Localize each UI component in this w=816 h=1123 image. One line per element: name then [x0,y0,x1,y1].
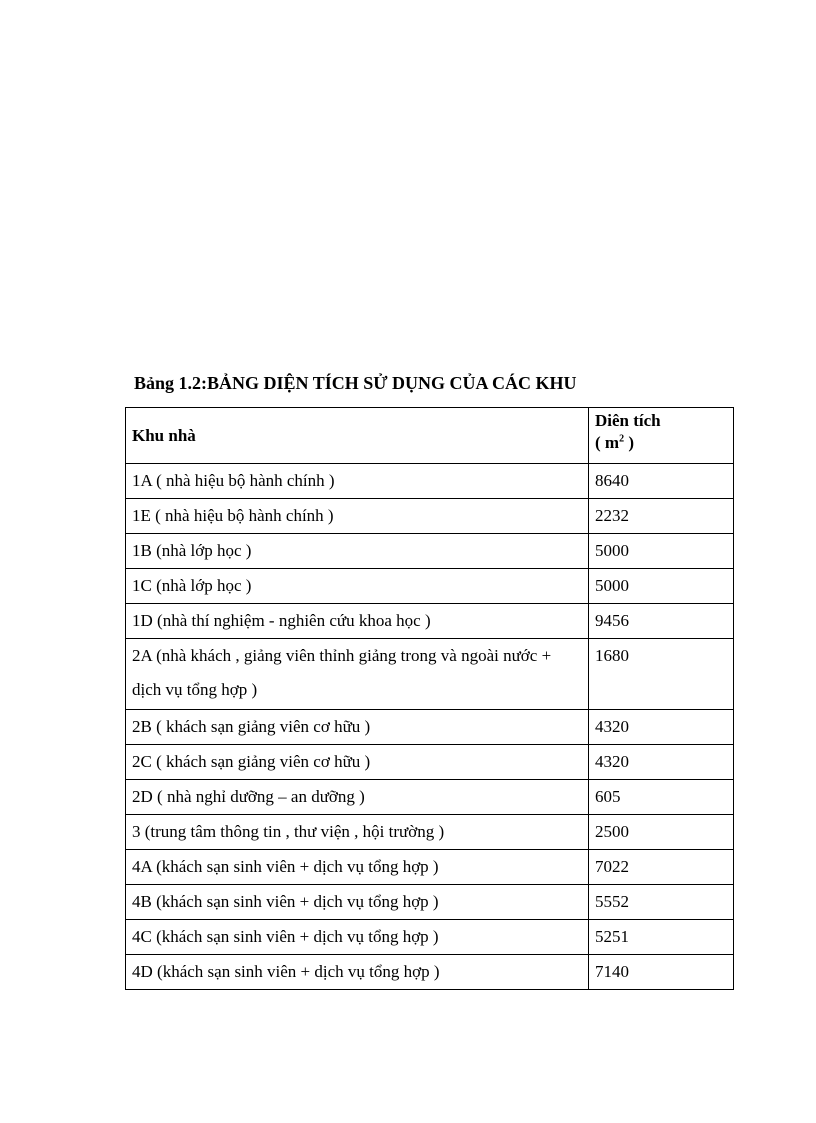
cell-building: 4B (khách sạn sinh viên + dịch vụ tổng hợp ) [126,885,589,920]
table-row [126,499,734,534]
header-area [589,408,734,464]
cell-building: 4A (khách sạn sinh viên + dịch vụ tổng hợp ) [126,850,589,885]
header-building: Khu nhà [126,408,589,464]
table-row [126,780,734,815]
table-row [126,604,734,639]
table-row [126,745,734,780]
table-caption: Bảng 1.2:BẢNG DIỆN TÍCH SỬ DỤNG CỦA CÁC KHU [134,373,577,393]
table-row [126,639,734,710]
table-row [126,534,734,569]
table-row [126,464,734,499]
area-table [125,407,734,990]
cell-building: 1B (nhà lớp học ) [126,534,589,569]
cell-building: 1E ( nhà hiệu bộ hành chính ) [126,499,589,534]
unit-superscript: 2 [619,433,625,445]
cell-area: 5552 [589,885,734,920]
header-area-unit [595,433,634,452]
table-row [126,815,734,850]
table-row [126,955,734,990]
cell-area: 5000 [589,534,734,569]
cell-building: 2D ( nhà nghỉ dưỡng – an dưỡng ) [126,780,589,815]
table-row [126,569,734,604]
cell-area: 8640 [589,464,734,499]
header-area-label: Diên tích [595,411,661,430]
table-header-row [126,408,734,464]
cell-building: 2C ( khách sạn giảng viên cơ hữu ) [126,745,589,780]
cell-area: 2500 [589,815,734,850]
cell-building: 1D (nhà thí nghiệm - nghiên cứu khoa học ) [126,604,589,639]
cell-building: 1C (nhà lớp học ) [126,569,589,604]
cell-area: 5000 [589,569,734,604]
cell-building: 1A ( nhà hiệu bộ hành chính ) [126,464,589,499]
table-row [126,885,734,920]
cell-area: 9456 [589,604,734,639]
cell-area: 7140 [589,955,734,990]
cell-area: 2232 [589,499,734,534]
cell-area: 7022 [589,850,734,885]
cell-area: 4320 [589,745,734,780]
table-row [126,710,734,745]
cell-building: 2A (nhà khách , giảng viên thỉnh giảng trong và ngoài nước + dịch vụ tổng hợp ) [126,639,589,710]
cell-building: 3 (trung tâm thông tin , thư viện , hội trường ) [126,815,589,850]
cell-area: 5251 [589,920,734,955]
unit-close: ) [624,433,634,452]
cell-area: 4320 [589,710,734,745]
cell-area: 1680 [589,639,734,710]
cell-area: 605 [589,780,734,815]
table-row [126,920,734,955]
unit-open: ( m [595,433,620,452]
cell-building: 2B ( khách sạn giảng viên cơ hữu ) [126,710,589,745]
cell-building: 4C (khách sạn sinh viên + dịch vụ tổng hợp ) [126,920,589,955]
table-row [126,850,734,885]
cell-building: 4D (khách sạn sinh viên + dịch vụ tổng hợp ) [126,955,589,990]
